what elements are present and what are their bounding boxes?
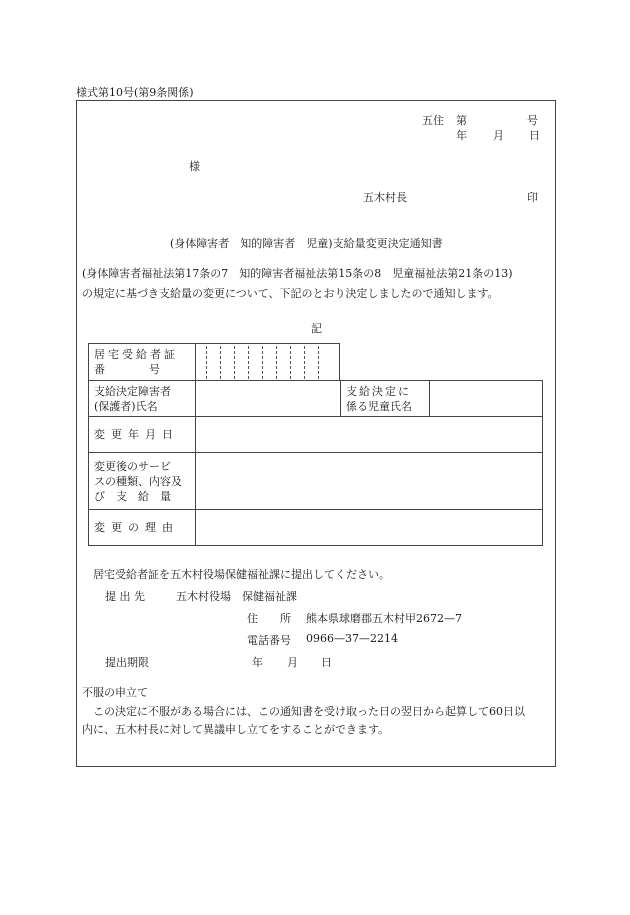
child-label-2: 係る児童氏名 <box>346 399 412 413</box>
address-value: 熊本県球磨郡五木村甲2672—7 <box>306 612 462 625</box>
addressee-sama: 様 <box>189 160 200 173</box>
document-title: (身体障害者 知的障害者 児童)支給量変更決定通知書 <box>170 237 443 250</box>
doc-go: 号 <box>527 114 538 127</box>
service-label-cell <box>89 453 196 510</box>
deadline-label: 提出期限 <box>105 656 149 669</box>
digit-divider <box>248 346 249 379</box>
reason-cell[interactable] <box>196 510 543 546</box>
recipient-label-cell <box>89 381 196 417</box>
address-label: 住 所 <box>247 612 291 625</box>
service-label-2: スの種類、内容及 <box>94 474 182 488</box>
digit-divider <box>206 346 207 379</box>
reason-label-cell <box>89 510 196 546</box>
destination-value: 五木村役場 保健福祉課 <box>176 590 297 603</box>
form-number: 様式第10号(第9条関係) <box>76 86 194 99</box>
digit-divider <box>276 346 277 379</box>
change-date-label: 変更年月日 <box>94 428 179 441</box>
destination-label: 提 出 先 <box>105 590 145 603</box>
change-date-label-cell <box>89 417 196 453</box>
doc-dai: 第 <box>456 114 467 127</box>
change-details-table <box>88 380 543 546</box>
child-name-cell[interactable] <box>430 381 543 417</box>
deadline-hi: 日 <box>321 656 332 669</box>
digit-divider <box>318 346 319 379</box>
service-label-1: 変更後のサービ <box>94 459 171 473</box>
service-label-3: び 支 給 量 <box>94 489 171 503</box>
digit-divider <box>290 346 291 379</box>
service-content-cell[interactable] <box>196 453 543 510</box>
submission-instruction: 居宅受給者証を五木村役場保健福祉課に提出してください。 <box>93 568 390 581</box>
appeal-line-1: この決定に不服がある場合には、この通知書を受け取った日の翌日から起算して60日以 <box>93 705 525 718</box>
cert-label-1: 居宅受給者証 <box>94 348 178 361</box>
digit-divider <box>262 346 263 379</box>
cert-number-label-cell <box>89 344 196 381</box>
seal-mark: 印 <box>527 191 538 204</box>
date-nen: 年 <box>456 129 467 142</box>
intro-line-2: の規定に基づき支給量の変更について、下記のとおり決定しましたので通知します。 <box>82 287 499 300</box>
deadline-tsuki: 月 <box>287 656 298 669</box>
change-date-cell[interactable] <box>196 417 543 453</box>
appeal-line-2: 内に、五木村長に対して異議申し立てをすることができます。 <box>82 723 390 736</box>
appeal-heading: 不服の申立て <box>82 686 148 699</box>
cert-label-2: 番 号 <box>94 363 160 376</box>
deadline-nen: 年 <box>252 656 263 669</box>
phone-label: 電話番号 <box>247 634 291 647</box>
digit-divider <box>304 346 305 379</box>
ki-heading: 記 <box>311 322 322 335</box>
recipient-label-1: 支給決定障害者 <box>94 384 171 398</box>
date-hi: 日 <box>529 129 540 142</box>
recipient-label-2: (保護者)氏名 <box>94 399 158 413</box>
date-tsuki: 月 <box>493 129 504 142</box>
doc-prefix: 五住 <box>422 114 444 127</box>
certificate-number-table <box>88 343 340 381</box>
child-label-cell <box>341 381 430 417</box>
phone-value: 0966—37—2214 <box>306 632 398 645</box>
reason-label: 変更の理由 <box>94 521 179 534</box>
digit-divider <box>220 346 221 379</box>
digit-divider <box>234 346 235 379</box>
issuer-name: 五木村長 <box>363 191 407 204</box>
intro-line-1: (身体障害者福祉法第17条の7 知的障害者福祉法第15条の8 児童福祉法第21条の13) <box>82 267 513 280</box>
recipient-name-cell[interactable] <box>196 381 341 417</box>
child-label-1: 支給決定に <box>346 384 411 398</box>
